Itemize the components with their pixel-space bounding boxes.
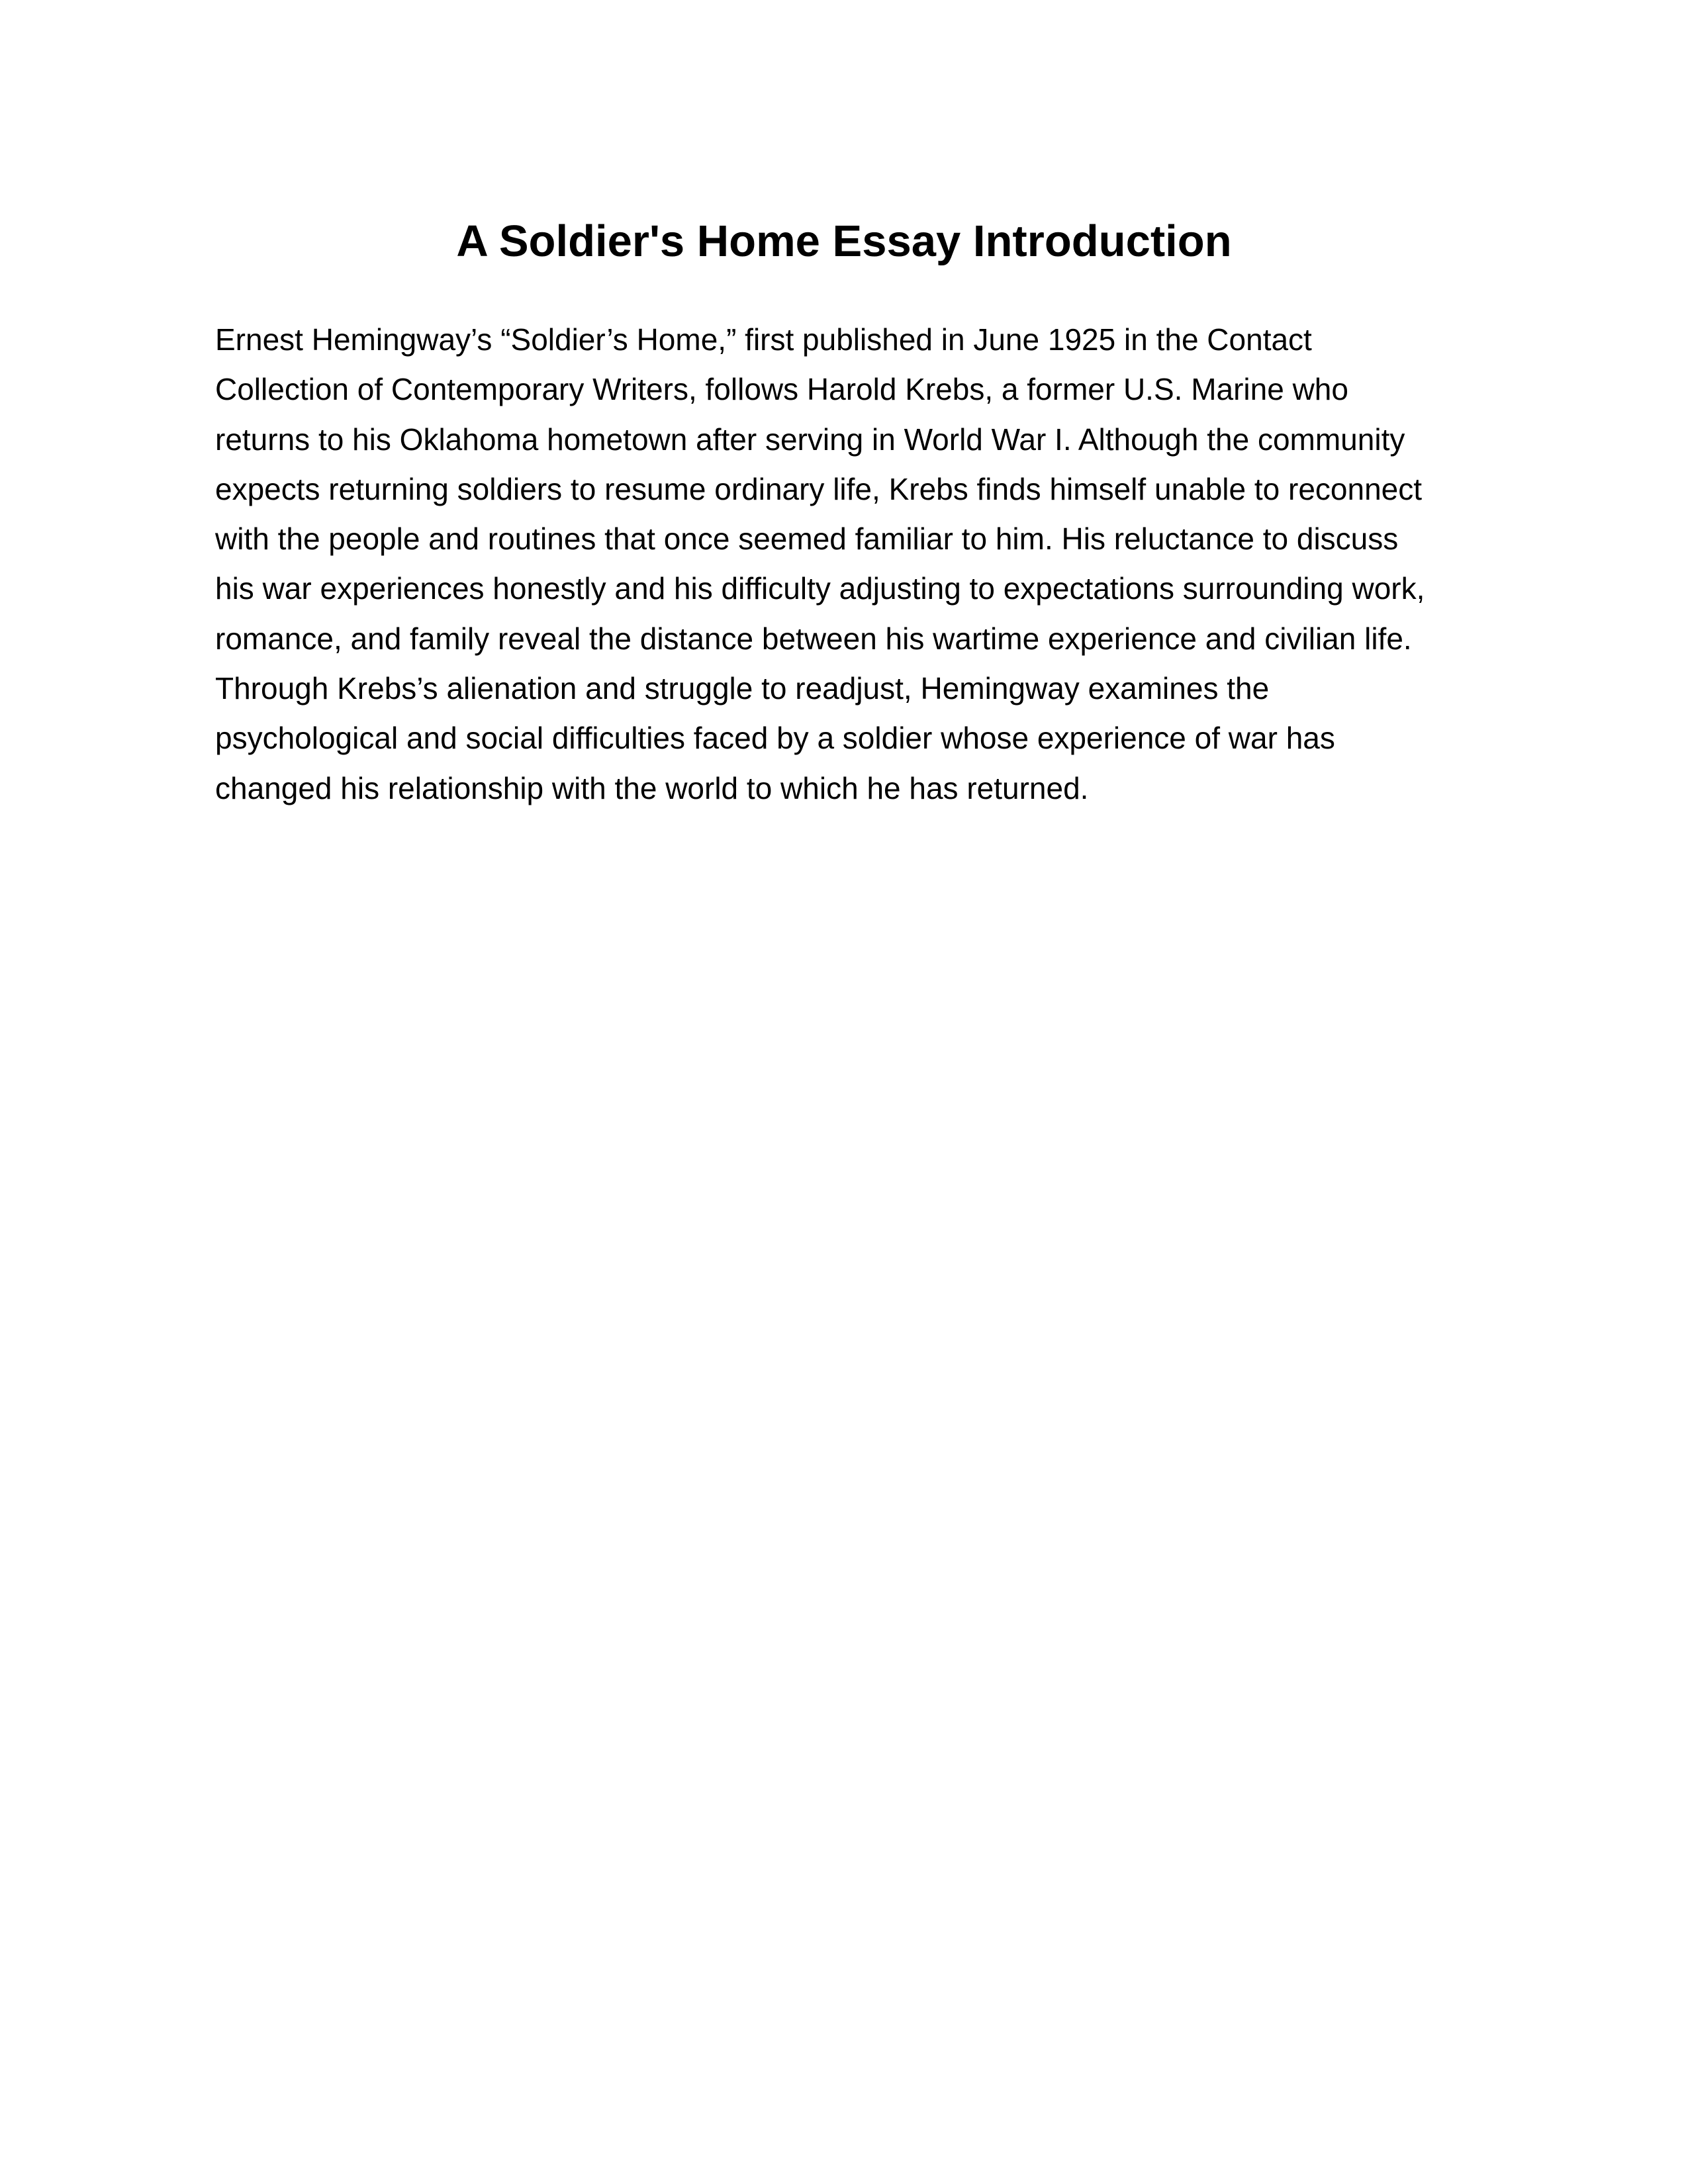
- paragraph-line: returns to his Oklahoma hometown after serving in World War I. Although the community: [215, 422, 1405, 457]
- paragraph-line: Collection of Contemporary Writers, follows Harold Krebs, a former U.S. Marine who: [215, 372, 1348, 407]
- paragraph-line: Ernest Hemingway’s “Soldier’s Home,” first published in June 1925 in the Contact: [215, 322, 1312, 357]
- paragraph-line: changed his relationship with the world to which he has returned.: [215, 770, 1089, 805]
- paragraph-line: romance, and family reveal the distance between his wartime experience and civilian life.: [215, 621, 1412, 656]
- paragraph-line: psychological and social difficulties faced by a soldier whose experience of war has: [215, 721, 1335, 756]
- introduction-paragraph: [215, 315, 1486, 813]
- paragraph-line: with the people and routines that once seemed familiar to him. His reluctance to discuss: [215, 522, 1399, 557]
- paragraph-line: his war experiences honestly and his difficulty adjusting to expectations surrounding work,: [215, 571, 1425, 606]
- document-title: A Soldier's Home Essay Introduction: [456, 216, 1232, 266]
- paragraph-line: expects returning soldiers to resume ordinary life, Krebs finds himself unable to reconnect: [215, 471, 1423, 506]
- paragraph-line: Through Krebs’s alienation and struggle to readjust, Hemingway examines the: [215, 671, 1270, 706]
